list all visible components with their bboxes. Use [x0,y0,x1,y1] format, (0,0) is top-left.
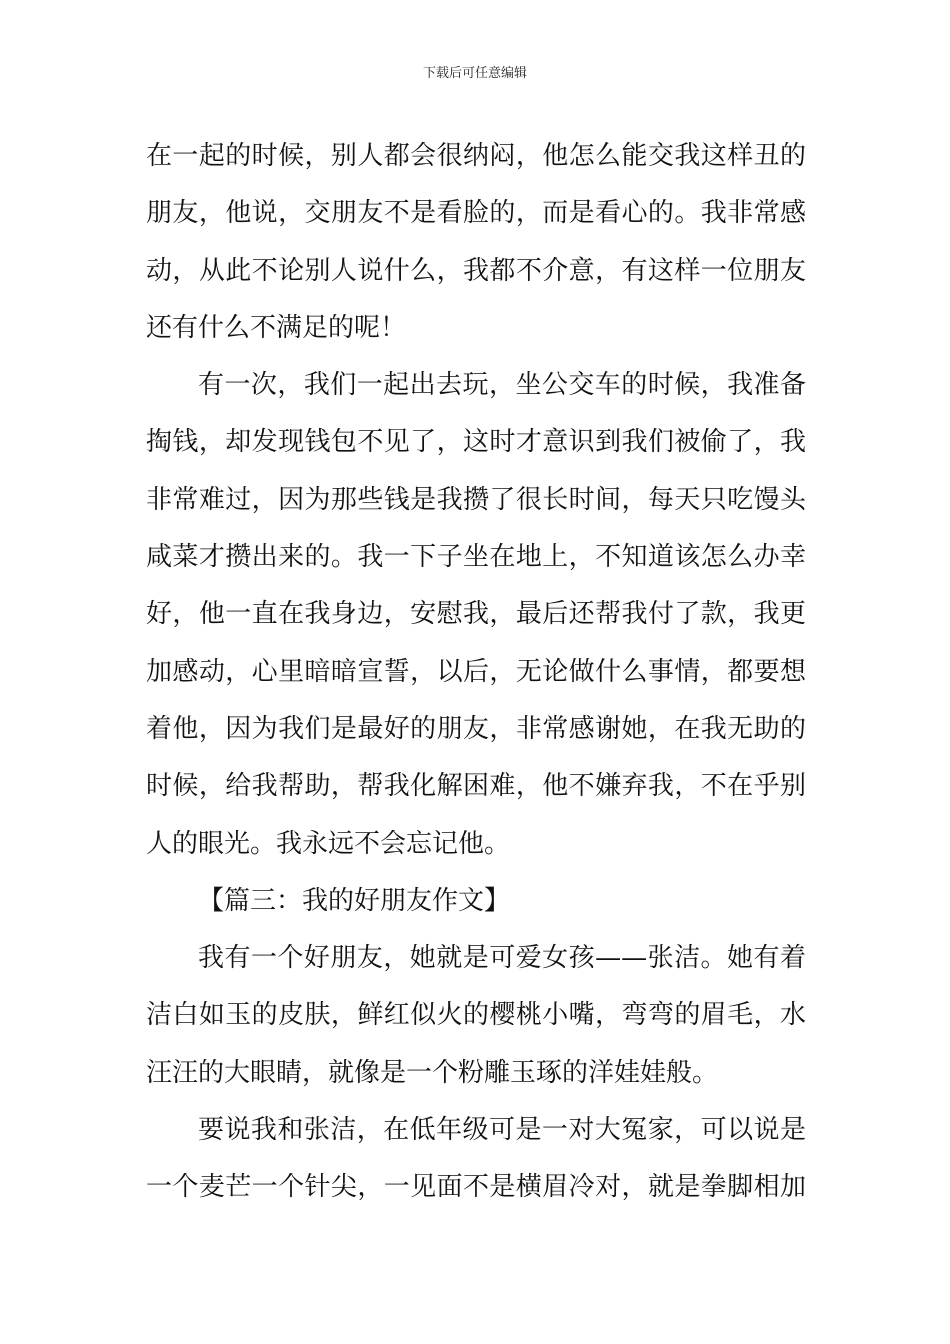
text-line: 在一起的时候，别人都会很纳闷，他怎么能交我这样丑的 [146,141,806,171]
text-line: 朋友，他说，交朋友不是看脸的，而是看心的。我非常感 [146,198,806,229]
paragraph-start-line: 我有一个好朋友，她就是可爱女孩——张洁。她有着 [198,943,806,974]
text-line: 加感动，心里暗暗宣誓，以后，无论做什么事情，都要想 [146,656,806,687]
text-line: 汪汪的大眼睛，就像是一个粉雕玉琢的洋娃娃般。 [146,1057,719,1088]
page-header: 下载后可任意编辑 [422,66,527,81]
text-line: 好，他一直在我身边，安慰我，最后还帮我付了款，我更 [146,599,806,630]
text-line: 咸菜才攒出来的。我一下子坐在地上，不知道该怎么办幸 [146,542,806,573]
text-line: 一个麦芒一个针尖，一见面不是横眉冷对，就是拳脚相加 [146,1172,806,1203]
section-heading: 【篇三：我的好朋友作文】 [198,885,511,916]
text-line: 还有什么不满足的呢！ [146,312,407,343]
text-line: 时候，给我帮助，帮我化解困难，他不嫌弃我，不在乎别 [146,771,806,802]
text-line: 掏钱，却发现钱包不见了，这时才意识到我们被偷了，我 [146,427,806,458]
text-line: 着他，因为我们是最好的朋友，非常感谢她，在我无助的 [146,713,806,744]
document-body [146,128,806,1217]
text-line: 动，从此不论别人说什么，我都不介意，有这样一位朋友 [146,255,806,286]
paragraph-start-line: 有一次，我们一起出去玩，坐公交车的时候，我准备 [198,370,806,401]
paragraph-start-line: 要说我和张洁，在低年级可是一对大冤家，可以说是 [198,1115,806,1146]
text-line: 非常难过，因为那些钱是我攒了很长时间，每天只吃馒头 [146,484,806,515]
text-line: 人的眼光。我永远不会忘记他。 [146,828,511,859]
text-line: 洁白如玉的皮肤，鲜红似火的樱桃小嘴，弯弯的眉毛，水 [146,1000,806,1031]
